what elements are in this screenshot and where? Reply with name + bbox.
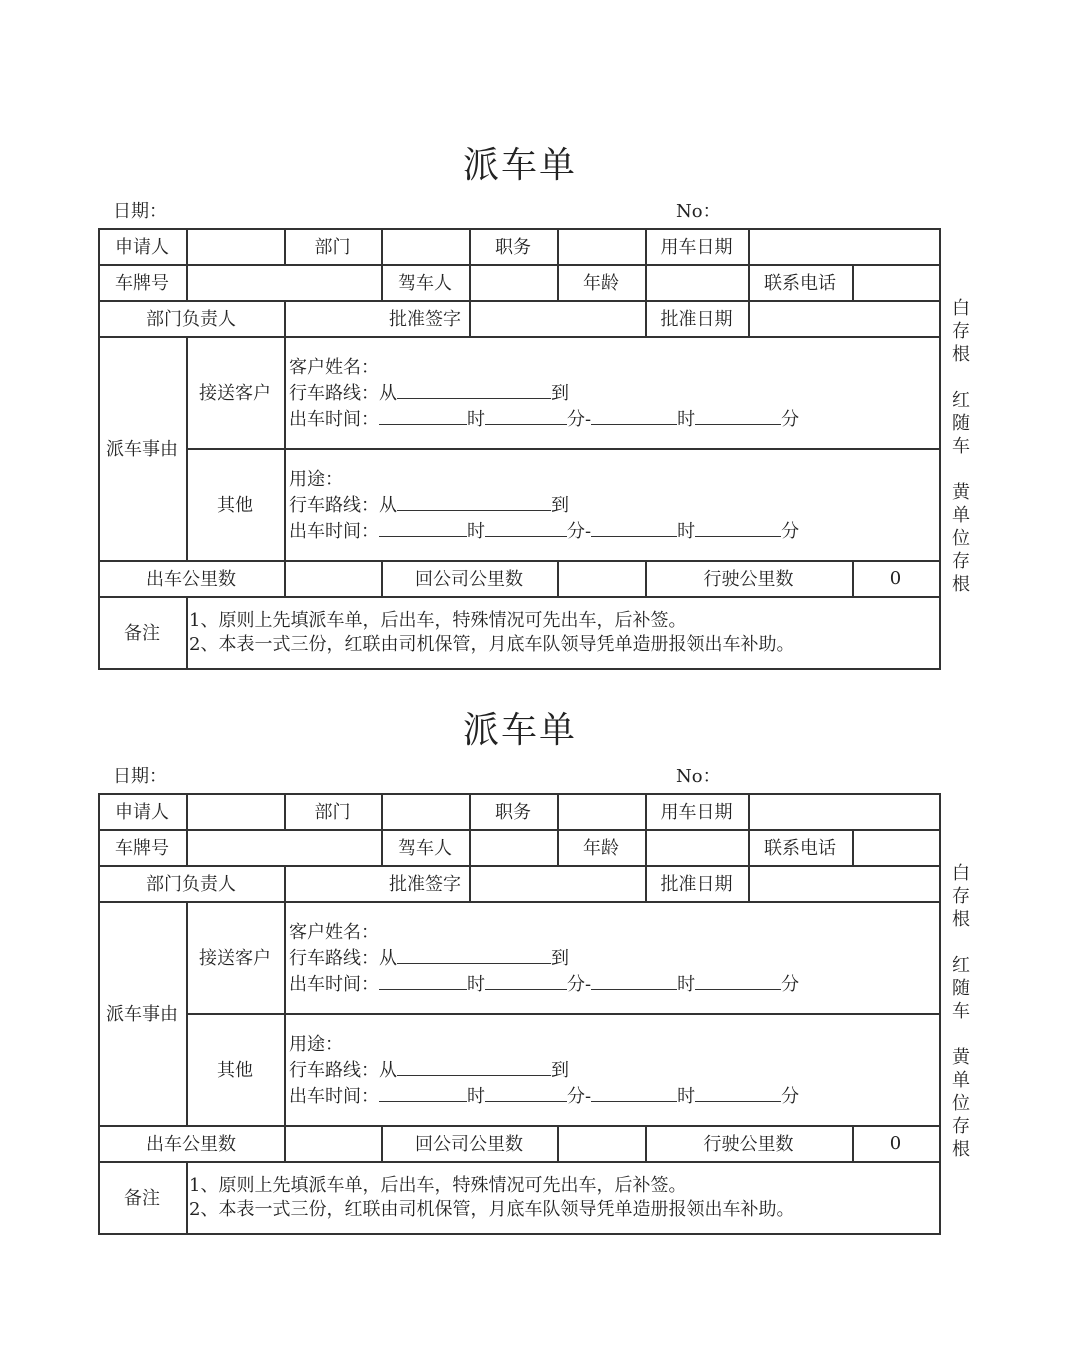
number-label: No： xyxy=(676,766,721,787)
dept-head-field[interactable] xyxy=(284,300,381,336)
reason-label: 派车事由 xyxy=(106,1004,178,1025)
legend-char: 根 xyxy=(952,574,970,595)
route-to: 到 xyxy=(551,948,569,969)
minute-text: 分 xyxy=(781,974,800,995)
date-label: 日期： xyxy=(113,201,167,222)
customer-name-label: 客户姓名： xyxy=(289,922,379,943)
use-date-label: 用车日期 xyxy=(660,802,733,823)
minute-dash-text: 分- xyxy=(567,974,592,995)
legend-char: 存 xyxy=(952,321,970,342)
driver-label: 驾车人 xyxy=(398,273,452,294)
legend-char: 根 xyxy=(952,344,970,365)
other-label: 其他 xyxy=(217,1060,253,1081)
route-to: 到 xyxy=(551,495,569,516)
reason-label: 派车事由 xyxy=(106,439,178,460)
applicant-label: 申请人 xyxy=(115,802,169,823)
legend-char: 车 xyxy=(952,1001,970,1022)
note-2: 2、本表一式三份，红联由司机保管，月底车队领导凭单造册报领出车补助。 xyxy=(189,634,795,655)
copy-legend xyxy=(950,862,972,1161)
form-title: 派车单 xyxy=(462,145,577,186)
legend-char: 位 xyxy=(952,1093,970,1114)
use-date-field[interactable] xyxy=(748,793,939,829)
other-details[interactable] xyxy=(289,1033,799,1109)
dispatch-form-1 xyxy=(0,140,1080,700)
legend-char: 根 xyxy=(952,909,970,930)
applicant-field[interactable] xyxy=(186,793,284,829)
minute-dash-text: 分- xyxy=(567,1086,592,1107)
age-label: 年龄 xyxy=(583,273,619,294)
legend-char: 黄 xyxy=(952,482,970,503)
legend-char: 红 xyxy=(952,955,970,976)
department-field[interactable] xyxy=(381,793,469,829)
applicant-label: 申请人 xyxy=(115,237,169,258)
remarks-label: 备注 xyxy=(124,623,160,644)
approval-date-label: 批准日期 xyxy=(660,874,733,895)
purpose-label: 用途： xyxy=(289,469,343,490)
position-label: 职务 xyxy=(495,802,531,823)
out-km-field[interactable] xyxy=(284,560,381,596)
driver-label: 驾车人 xyxy=(398,838,452,859)
use-date-label: 用车日期 xyxy=(660,237,733,258)
driven-km-value: 0 xyxy=(889,1132,902,1154)
pickup-label: 接送客户 xyxy=(199,383,271,404)
legend-char: 红 xyxy=(952,390,970,411)
legend-char: 白 xyxy=(952,863,970,884)
approval-sign-field[interactable] xyxy=(469,300,645,336)
phone-label: 联系电话 xyxy=(764,273,836,294)
note-1: 1、原则上先填派车单，后出车，特殊情况可先出车，后补签。 xyxy=(189,610,687,631)
return-km-field[interactable] xyxy=(557,1125,645,1161)
minute-text: 分 xyxy=(781,521,800,542)
plate-label: 车牌号 xyxy=(115,838,169,859)
approval-date-field[interactable] xyxy=(748,865,939,901)
copy-legend xyxy=(950,297,972,596)
hour-text: 时 xyxy=(467,1086,485,1107)
approval-sign-field[interactable] xyxy=(469,865,645,901)
department-label: 部门 xyxy=(314,802,351,823)
route-to: 到 xyxy=(551,1060,569,1081)
minute-dash-text: 分- xyxy=(567,409,592,430)
time-prefix: 出车时间： xyxy=(289,1086,379,1107)
department-field[interactable] xyxy=(381,228,469,264)
position-label: 职务 xyxy=(495,237,531,258)
phone-field[interactable] xyxy=(852,829,939,865)
dept-head-label: 部门负责人 xyxy=(146,874,236,895)
legend-char: 单 xyxy=(952,1070,970,1091)
applicant-field[interactable] xyxy=(186,228,284,264)
position-field[interactable] xyxy=(557,793,645,829)
out-km-label: 出车公里数 xyxy=(146,1134,236,1155)
position-field[interactable] xyxy=(557,228,645,264)
phone-field[interactable] xyxy=(852,264,939,300)
return-km-label: 回公司公里数 xyxy=(415,569,523,590)
plate-field[interactable] xyxy=(186,829,381,865)
plate-label: 车牌号 xyxy=(115,273,169,294)
hour-text: 时 xyxy=(467,521,485,542)
approval-date-label: 批准日期 xyxy=(660,309,733,330)
age-field[interactable] xyxy=(645,264,748,300)
legend-char: 白 xyxy=(952,298,970,319)
hour-text: 时 xyxy=(677,521,696,542)
legend-char: 根 xyxy=(952,1139,970,1160)
purpose-label: 用途： xyxy=(289,1034,343,1055)
route-to: 到 xyxy=(551,383,569,404)
hour-text: 时 xyxy=(677,1086,696,1107)
route-prefix: 行车路线：从 xyxy=(289,948,397,969)
pickup-details[interactable] xyxy=(289,356,799,432)
pickup-label: 接送客户 xyxy=(199,948,271,969)
other-label: 其他 xyxy=(217,495,253,516)
time-prefix: 出车时间： xyxy=(289,521,379,542)
route-prefix: 行车路线：从 xyxy=(289,1060,397,1081)
legend-char: 存 xyxy=(952,1116,970,1137)
remarks-notes xyxy=(189,1174,794,1222)
minute-text: 分 xyxy=(781,409,800,430)
legend-char: 随 xyxy=(952,413,970,434)
date-label: 日期： xyxy=(113,766,167,787)
hour-text: 时 xyxy=(467,974,485,995)
route-prefix: 行车路线：从 xyxy=(289,495,397,516)
minute-dash-text: 分- xyxy=(567,521,592,542)
legend-char: 存 xyxy=(952,551,970,572)
legend-char: 黄 xyxy=(952,1047,970,1068)
legend-char: 存 xyxy=(952,886,970,907)
return-km-field[interactable] xyxy=(557,560,645,596)
minute-text: 分 xyxy=(781,1086,800,1107)
note-1: 1、原则上先填派车单，后出车，特殊情况可先出车，后补签。 xyxy=(189,1175,687,1196)
dept-head-field[interactable] xyxy=(284,865,381,901)
driven-km-label: 行驶公里数 xyxy=(703,1134,794,1155)
legend-char: 位 xyxy=(952,528,970,549)
department-label: 部门 xyxy=(314,237,351,258)
other-details[interactable] xyxy=(289,468,799,544)
age-label: 年龄 xyxy=(583,838,619,859)
time-prefix: 出车时间： xyxy=(289,974,379,995)
phone-label: 联系电话 xyxy=(764,838,836,859)
return-km-label: 回公司公里数 xyxy=(415,1134,523,1155)
number-label: No： xyxy=(676,201,721,222)
driven-km-value: 0 xyxy=(889,567,902,589)
approval-date-field[interactable] xyxy=(748,300,939,336)
driven-km-label: 行驶公里数 xyxy=(703,569,794,590)
remarks-label: 备注 xyxy=(124,1188,160,1209)
out-km-field[interactable] xyxy=(284,1125,381,1161)
hour-text: 时 xyxy=(677,974,696,995)
legend-char: 车 xyxy=(952,436,970,457)
time-prefix: 出车时间： xyxy=(289,409,379,430)
route-prefix: 行车路线：从 xyxy=(289,383,397,404)
form-title: 派车单 xyxy=(462,710,577,751)
driver-field[interactable] xyxy=(469,264,557,300)
remarks-notes xyxy=(189,609,794,657)
approval-sign-label: 批准签字 xyxy=(389,874,461,895)
hour-text: 时 xyxy=(467,409,485,430)
note-2: 2、本表一式三份，红联由司机保管，月底车队领导凭单造册报领出车补助。 xyxy=(189,1199,795,1220)
dispatch-form-2 xyxy=(0,705,1080,1265)
customer-name-label: 客户姓名： xyxy=(289,357,379,378)
age-field[interactable] xyxy=(645,829,748,865)
legend-char: 随 xyxy=(952,978,970,999)
use-date-field[interactable] xyxy=(748,228,939,264)
out-km-label: 出车公里数 xyxy=(146,569,236,590)
pickup-details[interactable] xyxy=(289,921,799,997)
legend-char: 单 xyxy=(952,505,970,526)
plate-field[interactable] xyxy=(186,264,381,300)
driver-field[interactable] xyxy=(469,829,557,865)
approval-sign-label: 批准签字 xyxy=(389,309,461,330)
hour-text: 时 xyxy=(677,409,696,430)
dept-head-label: 部门负责人 xyxy=(146,309,236,330)
